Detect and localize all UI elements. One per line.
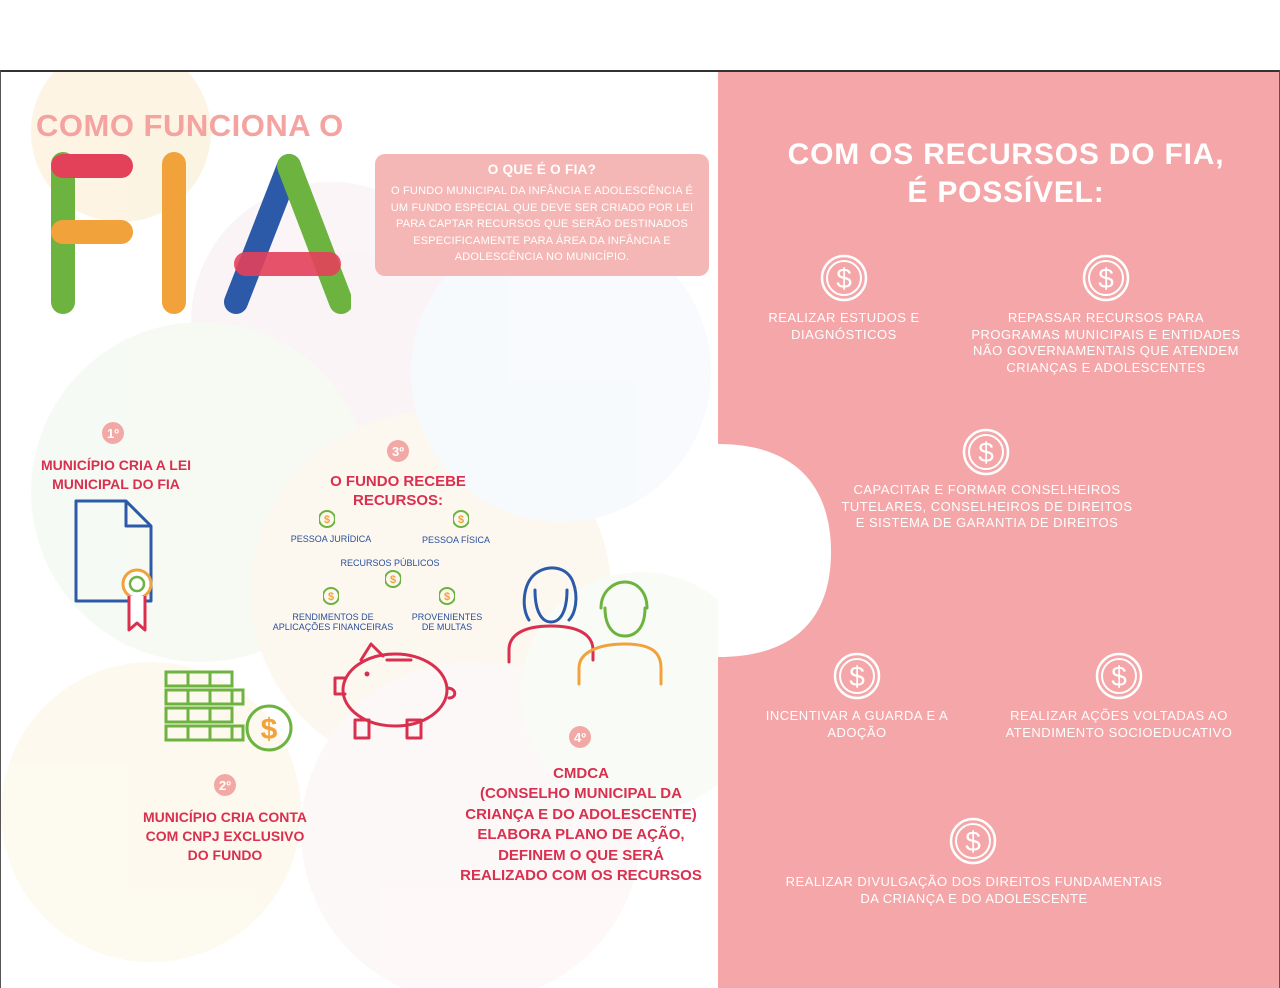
money-bricks-icon [161,668,301,760]
step-4-text: (CONSELHO MUNICIPAL DA CRIANÇA E DO ADOLESCENTE) ELABORA PLANO DE AÇÃO, DEFINEM O QUE SERÁ REALIZADO COM OS RECURSOS [460,785,702,884]
benefit-guarda-adocao: INCENTIVAR A GUARDA E A ADOÇÃO [765,708,949,740]
benefit-capacitar: CAPACITAR E FORMAR CONSELHEIROS TUTELARES, CONSELHEIROS DE DIREITOS E SISTEMA DE GARANTIA DE DIREITOS [841,482,1133,530]
step-3-badge: 3º [387,440,409,462]
what-is-heading: O QUE É O FIA? [487,162,597,177]
dollar-coin-icon [439,586,455,606]
step-2-badge: 2º [214,774,236,796]
piggy-bank-icon [331,638,461,742]
page-title: COMO FUNCIONA O [36,108,344,143]
step-1-text: MUNICÍPIO CRIA A LEI MUNICIPAL DO FIA [40,457,192,492]
right-panel-title [741,136,1271,212]
fia-logo [41,152,351,322]
source-recursos-publicos: RECURSOS PÚBLICOS [340,558,440,568]
what-is-box [375,154,709,276]
law-document-icon [71,496,161,636]
svg-text:$: $ [1098,263,1114,294]
dollar-coin-icon [323,586,339,606]
step-3-text: O FUNDO RECEBE RECURSOS: [330,473,466,509]
svg-text:$: $ [327,591,335,603]
family-people-icon [501,564,671,694]
svg-text:$: $ [457,514,465,526]
svg-text:$: $ [389,574,397,586]
brochure-page [0,70,1280,988]
dollar-coin-icon [833,652,881,700]
dollar-coin-icon [385,569,401,589]
right-title-line2: É POSSÍVEL: [907,176,1105,209]
source-pessoa-fisica: PESSOA FÍSICA [421,535,491,545]
dollar-coin-icon [820,254,868,302]
benefit-estudos: REALIZAR ESTUDOS E DIAGNÓSTICOS [768,310,920,342]
dollar-coin-icon [1082,254,1130,302]
dollar-coin-icon [319,509,335,529]
money-symbol: $ [260,713,278,746]
source-rendimentos: RENDIMENTOS DE APLICAÇÕES FINANCEIRAS [272,612,394,632]
svg-text:$: $ [849,661,865,692]
dollar-coin-icon [1095,652,1143,700]
right-title-line1: COM OS RECURSOS DO FIA, [787,138,1225,171]
dollar-coin-icon [453,509,469,529]
source-multas: PROVENIENTES DE MULTAS [411,612,483,632]
svg-text:$: $ [836,263,852,294]
step-4-badge: 4º [569,726,591,748]
svg-text:$: $ [978,437,994,468]
benefit-repassar: REPASSAR RECURSOS PARA PROGRAMAS MUNICIPAIS E ENTIDADES NÃO GOVERNAMENTAIS QUE ATENDEM CRIANÇAS E ADOLESCENTES [971,310,1241,375]
step-4-title: CMDCA [553,765,609,782]
svg-text:$: $ [323,514,331,526]
source-pessoa-juridica: PESSOA JURÍDICA [290,534,372,544]
step-1-badge: 1º [102,422,124,444]
step-2-text: MUNICÍPIO CRIA CONTA COM CNPJ EXCLUSIVO DO FUNDO [142,809,308,863]
dollar-coin-icon [949,817,997,865]
svg-text:$: $ [965,826,981,857]
svg-text:$: $ [443,591,451,603]
benefit-socioeducativo: REALIZAR AÇÕES VOLTADAS AO ATENDIMENTO SOCIOEDUCATIVO [1005,708,1233,740]
what-is-body: O FUNDO MUNICIPAL DA INFÂNCIA E ADOLESCÊNCIA É UM FUNDO ESPECIAL QUE DEVE SER CRIADO POR LEI PARA CAPTAR RECURSOS QUE SERÃO DESTINADOS ESPECIFICAMENTE PARA ÁREA DA INFÂNCIA E ADOLESCÊNCIA NO MUNICÍPIO. [390,185,694,263]
benefit-divulgacao: REALIZAR DIVULGAÇÃO DOS DIREITOS FUNDAMENTAIS DA CRIANÇA E DO ADOLESCENTE [785,874,1163,906]
dollar-coin-icon [962,428,1010,476]
svg-text:$: $ [1111,661,1127,692]
